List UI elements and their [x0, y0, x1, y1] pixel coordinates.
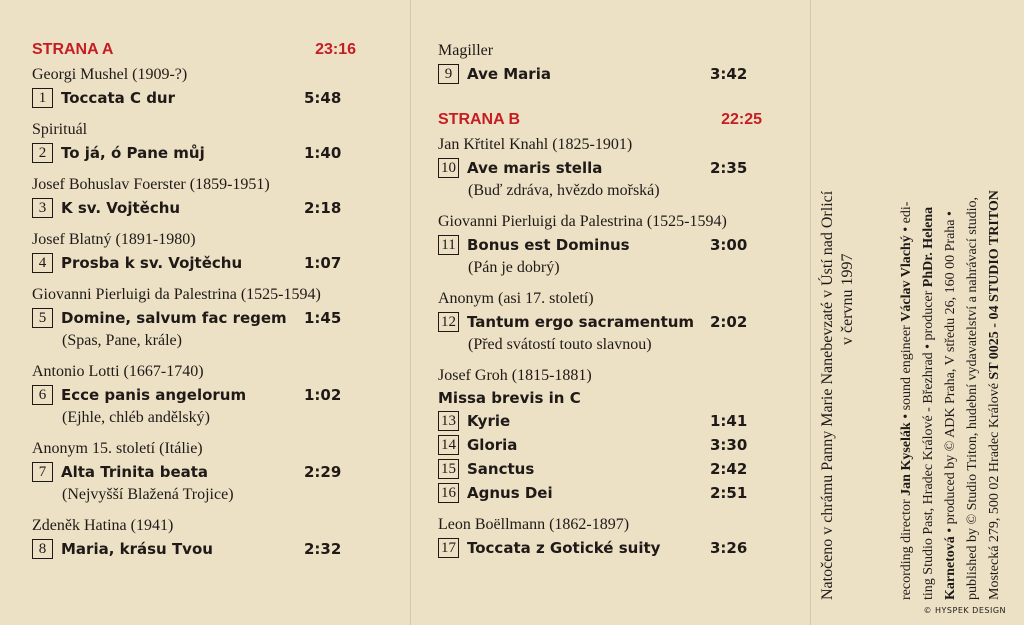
track-title: K sv. Vojtěchu: [61, 199, 181, 217]
track-block: [32, 515, 362, 561]
credits-line-1: recording director Jan Kyselák • sound engineer Václav Vlachý • edi-: [899, 201, 914, 600]
track-row: [438, 457, 768, 481]
track-number: 7: [32, 462, 53, 482]
composer: Zdeněk Hatina (1941): [32, 517, 174, 534]
track-duration: 3:26: [710, 539, 748, 557]
side-b-column: [438, 40, 768, 569]
track-duration: 3:42: [710, 65, 748, 83]
composer: Giovanni Pierluigi da Palestrina (1525-1594): [438, 213, 727, 230]
composer: Georgi Mushel (1909-?): [32, 66, 188, 83]
track-duration: 3:30: [710, 436, 748, 454]
track-duration: 2:51: [710, 484, 748, 502]
track-row: [32, 537, 362, 561]
track-block: [32, 174, 362, 220]
track-number: 2: [32, 143, 53, 163]
track-number: 1: [32, 88, 53, 108]
credits-line-3: Karnetová • produced by © ADK Praha, V středu 26, 160 00 Praha •: [943, 211, 958, 600]
track-title: Ecce panis angelorum: [61, 386, 247, 404]
track-row: [438, 433, 768, 457]
track-subtitle: (Spas, Pane, krále): [62, 332, 182, 349]
track-row: [32, 86, 362, 110]
composer: Josef Bohuslav Foerster (1859-1951): [32, 176, 270, 193]
track-title: Gloria: [467, 436, 518, 454]
track-title: Domine, salvum fac regem: [61, 309, 287, 327]
track-title: Maria, krásu Tvou: [61, 540, 213, 558]
credits-line-5: Mostecká 279, 500 02 Hradec Králové ST 0025 - 04 STUDIO TRITON: [987, 190, 1002, 600]
missa-block: [438, 365, 768, 505]
track-subtitle: (Pán je dobrý): [468, 259, 560, 276]
track-row: [438, 233, 768, 257]
track-row: [438, 62, 768, 86]
side-b-tracklist: [438, 134, 768, 356]
track-title: Toccata C dur: [61, 89, 176, 107]
side-a-tracklist: [32, 64, 362, 561]
track-number: 11: [438, 235, 459, 255]
track-title: Agnus Dei: [467, 484, 553, 502]
track-subtitle: (Před svátostí touto slavnou): [468, 336, 652, 353]
composer: Jan Křtitel Knahl (1825-1901): [438, 136, 633, 153]
track-number: 5: [32, 308, 53, 328]
recording-note-line-2: v červnu 1997: [839, 253, 856, 345]
middle-panel: [410, 0, 810, 625]
side-a-label: STRANA A: [32, 41, 114, 58]
track-duration: 1:45: [304, 309, 342, 327]
track-block: [32, 119, 362, 165]
side-a-header: [32, 40, 362, 60]
track-row: [438, 310, 768, 334]
composer: Josef Groh (1815-1881): [438, 367, 592, 384]
track-row: [438, 156, 768, 180]
track-duration: 1:07: [304, 254, 342, 272]
track-block: [32, 229, 362, 275]
track-duration: 1:40: [304, 144, 342, 162]
track-number: 4: [32, 253, 53, 273]
track-row: [32, 383, 362, 407]
side-a-total: 23:16: [315, 41, 356, 58]
track-number: 17: [438, 538, 459, 558]
track-block: [438, 288, 768, 356]
track-title: Alta Trinita beata: [61, 463, 209, 481]
track-duration: 3:00: [710, 236, 748, 254]
track-duration: 1:41: [710, 412, 748, 430]
track-duration: 2:42: [710, 460, 748, 478]
track-row: [32, 306, 362, 330]
track-duration: 2:35: [710, 159, 748, 177]
track-title: To já, ó Pane můj: [61, 144, 205, 162]
track-number: 13: [438, 411, 459, 431]
track-number: 3: [32, 198, 53, 218]
track-number: 14: [438, 435, 459, 455]
credits-block: [896, 190, 1006, 600]
track-number: 10: [438, 158, 459, 178]
track-row: [438, 536, 768, 560]
recording-note-line-1: Natočeno v chrámu Panny Marie Nanebevzaté v Ústí nad Orlicí: [819, 190, 836, 600]
track-number: 6: [32, 385, 53, 405]
side-b-label: STRANA B: [438, 111, 521, 128]
composer: Leon Boëllmann (1862-1897): [438, 516, 630, 533]
track-duration: 5:48: [304, 89, 342, 107]
track-subtitle: (Nejvyšší Blažená Trojice): [62, 486, 234, 503]
composer: Giovanni Pierluigi da Palestrina (1525-1594): [32, 286, 321, 303]
side-b-header: [438, 110, 768, 130]
track-number: 9: [438, 64, 459, 84]
track-title: Ave Maria: [467, 65, 551, 83]
track-row: [438, 481, 768, 505]
left-panel: [0, 0, 410, 625]
track-duration: 1:02: [304, 386, 342, 404]
composer: Magiller: [438, 42, 494, 59]
composer: Josef Blatný (1891-1980): [32, 231, 196, 248]
track-title: Bonus est Dominus: [467, 236, 630, 254]
composer: Spirituál: [32, 121, 88, 138]
track-block: [438, 514, 768, 560]
track-block: [32, 284, 362, 352]
track-subtitle: (Ejhle, chléb andělský): [62, 409, 210, 426]
side-a-column: [32, 40, 362, 570]
missa-parts: [438, 409, 768, 505]
track-block: [32, 361, 362, 429]
track-number: 8: [32, 539, 53, 559]
right-panel: [810, 0, 1024, 625]
track-block: [32, 438, 362, 506]
track-row: [32, 196, 362, 220]
track-duration: 2:18: [304, 199, 342, 217]
track-title: Tantum ergo sacramentum: [467, 313, 695, 331]
composer: Anonym (asi 17. století): [438, 290, 594, 307]
track-number: 12: [438, 312, 459, 332]
side-b-total: 22:25: [721, 111, 762, 128]
track-subtitle: (Buď zdráva, hvězdo mořská): [468, 182, 660, 199]
composer: Antonio Lotti (1667-1740): [32, 363, 204, 380]
missa-title: Missa brevis in C: [438, 389, 581, 407]
track-title: Toccata z Gotické suity: [467, 539, 661, 557]
track-block: [438, 211, 768, 279]
track-row: [438, 409, 768, 433]
track-title: Prosba k sv. Vojtěchu: [61, 254, 243, 272]
track-row: [32, 460, 362, 484]
credits-line-2: ting Studio Past, Hradec Králové - Březhrad • producer PhDr. Helena: [921, 206, 936, 600]
track-title: Ave maris stella: [467, 159, 603, 177]
track-title: Sanctus: [467, 460, 535, 478]
track-duration: 2:32: [304, 540, 342, 558]
recording-note: [818, 191, 858, 600]
track-number: 16: [438, 483, 459, 503]
track-duration: 2:02: [710, 313, 748, 331]
designer-logo: © HYSPEK DESIGN: [923, 606, 1006, 615]
track-title: Kyrie: [467, 412, 511, 430]
track-row: [32, 141, 362, 165]
composer: Anonym 15. století (Itálie): [32, 440, 203, 457]
track-number: 15: [438, 459, 459, 479]
track-duration: 2:29: [304, 463, 342, 481]
credits-line-4: published by © Studio Triton, hudební vydavatelství a nahrávací studio,: [965, 197, 980, 600]
track-row: [32, 251, 362, 275]
track-block: [32, 64, 362, 110]
track-block: [438, 134, 768, 202]
